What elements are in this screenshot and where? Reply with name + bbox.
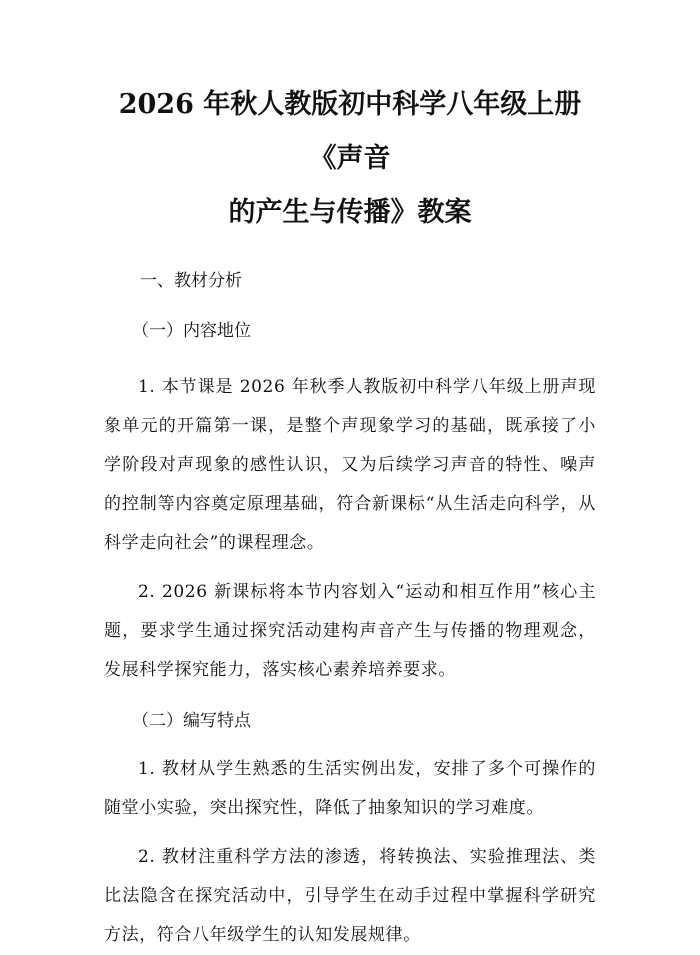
title-line-2: 的产生与传播》教案 (228, 197, 472, 228)
paragraph-writing-features-2: 2. 教材注重科学方法的渗透，将转换法、实验推理法、类比法隐含在探究活动中，引导学生在动手过程中掌握科学研究方法，符合八年级学生的认知发展规律。 (104, 847, 596, 945)
paragraph-content-position-2: 2. 2026 新课标将本节内容划入“运动和相互作用”核心主题，要求学生通过探究活动建构声音产生与传播的物理观念，发展科学探究能力，落实核心素养培养要求。 (104, 582, 596, 680)
document-title (104, 0, 596, 240)
title-line-1: 2026 年秋人教版初中科学八年级上册《声音 (118, 89, 582, 174)
subsection-heading-content-position: （一）内容地位 (132, 321, 251, 341)
section-heading-textbook-analysis: 一、教材分析 (140, 271, 242, 291)
subsection-heading-writing-features: （二）编写特点 (132, 711, 251, 731)
paragraph-writing-features-1: 1. 教材从学生熟悉的生活实例出发，安排了多个可操作的随堂小实验，突出探究性，降低了抽象知识的学习难度。 (104, 759, 596, 818)
paragraph-content-position-1: 1. 本节课是 2026 年秋季人教版初中科学八年级上册声现象单元的开篇第一课，是整个声现象学习的基础，既承接了小学阶段对声现象的感性认识，又为后续学习声音的特性、噪声的控制等内容奠定原理基础，符合新课标“从生活走向科学，从科学走向社会”的课程理念。 (104, 377, 596, 553)
